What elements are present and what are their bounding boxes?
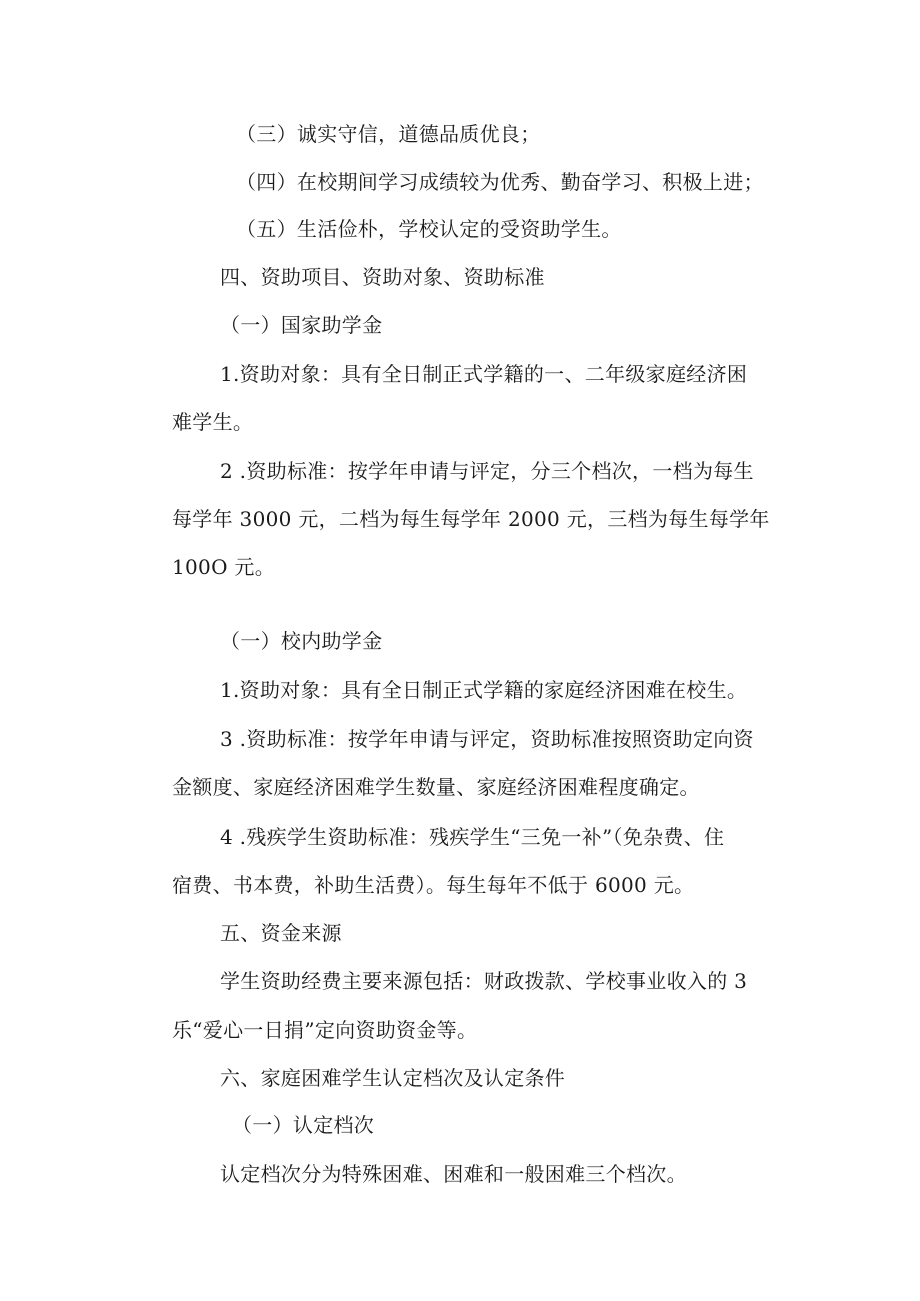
paragraph-line: （五）生活俭朴，学校认定的受资助学生。 — [236, 217, 622, 241]
section-heading: 六、家庭困难学生认定档次及认定条件 — [220, 1066, 566, 1090]
paragraph-line: 学生资助经费主要来源包括：财政拨款、学校事业收入的 3 — [220, 969, 748, 993]
subsection-heading: （一）国家助学金 — [220, 313, 383, 337]
paragraph-line: 3 .资助标准：按学年申请与评定，资助标准按照资助定向资 — [220, 727, 754, 751]
paragraph-line: 1.资助对象：具有全日制正式学籍的家庭经济困难在校生。 — [220, 678, 748, 702]
subsection-heading: （一）校内助学金 — [220, 629, 383, 653]
paragraph-line: （三）诚实守信，道德品质优良； — [236, 122, 541, 146]
paragraph-line: 认定档次分为特殊困难、困难和一般困难三个档次。 — [220, 1162, 687, 1186]
paragraph-line: 宿费、书本费，补助生活费）。每生每年不低于 6000 元。 — [172, 873, 695, 897]
section-heading: 四、资助项目、资助对象、资助标准 — [220, 265, 545, 289]
paragraph-line: 每学年 3000 元，二档为每生每学年 2000 元，三档为每生每学年 — [172, 507, 770, 531]
paragraph-line: 乐“爱心一日捐”定向资助资金等。 — [172, 1018, 478, 1042]
paragraph-line: 4 .残疾学生资助标准：残疾学生“三免一补”（免杂费、住 — [220, 825, 725, 849]
paragraph-line: 1.资助对象：具有全日制正式学籍的一、二年级家庭经济困 — [220, 362, 748, 386]
section-heading: 五、资金来源 — [220, 921, 342, 945]
paragraph-line: 2 .资助标准：按学年申请与评定，分三个档次，一档为每生 — [220, 459, 754, 483]
paragraph-line: 难学生。 — [172, 410, 254, 434]
paragraph-line: （四）在校期间学习成绩较为优秀、勤奋学习、积极上进； — [236, 170, 764, 194]
paragraph-line: 金额度、家庭经济困难学生数量、家庭经济困难程度确定。 — [172, 775, 700, 799]
subsection-heading: （一）认定档次 — [232, 1113, 375, 1137]
paragraph-line: 100O 元。 — [172, 555, 276, 579]
